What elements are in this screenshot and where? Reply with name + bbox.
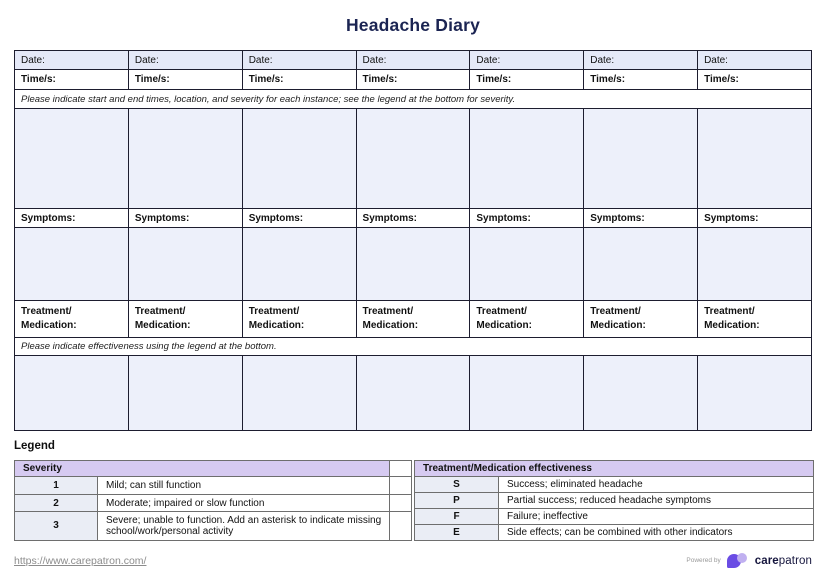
symptoms-field[interactable]: Symptoms: xyxy=(356,209,470,228)
date-field[interactable]: Date: xyxy=(128,51,242,70)
symptoms-entry-cell[interactable] xyxy=(128,228,242,301)
page-footer xyxy=(14,553,812,568)
instance-entry-cell[interactable] xyxy=(698,109,812,209)
severity-instruction-row xyxy=(15,90,812,109)
effectiveness-code: F xyxy=(415,509,499,525)
symptoms-field[interactable]: Symptoms: xyxy=(242,209,356,228)
instance-entry-cell[interactable] xyxy=(15,109,129,209)
severity-code: 1 xyxy=(15,477,98,495)
severity-description: Mild; can still function xyxy=(98,477,390,495)
severity-code: 2 xyxy=(15,495,98,511)
treatment-field[interactable]: Treatment/ Medication: xyxy=(242,301,356,338)
treatment-field[interactable]: Treatment/ Medication: xyxy=(128,301,242,338)
severity-legend-row xyxy=(15,477,412,495)
symptoms-entry-cell[interactable] xyxy=(584,228,698,301)
time-field[interactable]: Time/s: xyxy=(698,70,812,90)
effectiveness-entry-cell[interactable] xyxy=(15,356,129,431)
treatment-field[interactable]: Treatment/ Medication: xyxy=(584,301,698,338)
severity-legend-row xyxy=(15,495,412,511)
date-field[interactable]: Date: xyxy=(242,51,356,70)
effectiveness-legend-table xyxy=(414,460,814,541)
symptoms-field[interactable]: Symptoms: xyxy=(584,209,698,228)
effectiveness-entry-row xyxy=(15,356,812,431)
instance-entry-row xyxy=(15,109,812,209)
date-field[interactable]: Date: xyxy=(584,51,698,70)
effectiveness-description: Failure; ineffective xyxy=(499,509,814,525)
severity-description: Severe; unable to function. Add an asterisk to indicate missing school/work/personal activity xyxy=(98,511,390,540)
severity-code: 3 xyxy=(15,511,98,540)
severity-legend-row xyxy=(15,511,412,540)
symptoms-row xyxy=(15,209,812,228)
effectiveness-description: Partial success; reduced headache symptoms xyxy=(499,493,814,509)
severity-instruction-text: Please indicate start and end times, location, and severity for each instance; see the legend at the bottom for severity. xyxy=(15,90,812,109)
symptoms-field[interactable]: Symptoms: xyxy=(698,209,812,228)
severity-legend-table xyxy=(14,460,412,541)
symptoms-entry-cell[interactable] xyxy=(356,228,470,301)
effectiveness-legend-row xyxy=(415,525,814,541)
effectiveness-entry-cell[interactable] xyxy=(128,356,242,431)
time-field[interactable]: Time/s: xyxy=(584,70,698,90)
symptoms-field[interactable]: Symptoms: xyxy=(128,209,242,228)
time-field[interactable]: Time/s: xyxy=(356,70,470,90)
symptoms-entry-cell[interactable] xyxy=(698,228,812,301)
carepatron-wordmark: carepatron xyxy=(754,554,812,567)
effectiveness-code: P xyxy=(415,493,499,509)
effectiveness-entry-cell[interactable] xyxy=(698,356,812,431)
carepatron-logo-icon xyxy=(727,553,749,568)
treatment-field[interactable]: Treatment/ Medication: xyxy=(15,301,129,338)
effectiveness-description: Side effects; can be combined with other indicators xyxy=(499,525,814,541)
effectiveness-code: S xyxy=(415,477,499,493)
severity-legend-header: Severity xyxy=(15,461,390,477)
symptoms-field[interactable]: Symptoms: xyxy=(470,209,584,228)
date-field[interactable]: Date: xyxy=(698,51,812,70)
diary-table xyxy=(14,50,812,431)
severity-description: Moderate; impaired or slow function xyxy=(98,495,390,511)
effectiveness-legend-row xyxy=(415,493,814,509)
treatment-field[interactable]: Treatment/ Medication: xyxy=(470,301,584,338)
effectiveness-description: Success; eliminated headache xyxy=(499,477,814,493)
effectiveness-entry-cell[interactable] xyxy=(242,356,356,431)
effectiveness-legend-header: Treatment/Medication effectiveness xyxy=(415,461,814,477)
instance-entry-cell[interactable] xyxy=(128,109,242,209)
time-field[interactable]: Time/s: xyxy=(470,70,584,90)
instance-entry-cell[interactable] xyxy=(356,109,470,209)
date-field[interactable]: Date: xyxy=(356,51,470,70)
symptoms-entry-cell[interactable] xyxy=(470,228,584,301)
time-field[interactable]: Time/s: xyxy=(242,70,356,90)
effectiveness-instruction-row xyxy=(15,338,812,356)
date-row xyxy=(15,51,812,70)
page-title: Headache Diary xyxy=(345,15,481,35)
effectiveness-entry-cell[interactable] xyxy=(470,356,584,431)
treatment-field[interactable]: Treatment/ Medication: xyxy=(698,301,812,338)
symptoms-entry-row xyxy=(15,228,812,301)
time-row xyxy=(15,70,812,90)
effectiveness-entry-cell[interactable] xyxy=(356,356,470,431)
treatment-field[interactable]: Treatment/ Medication: xyxy=(356,301,470,338)
effectiveness-legend-row xyxy=(415,509,814,525)
effectiveness-entry-cell[interactable] xyxy=(584,356,698,431)
symptoms-entry-cell[interactable] xyxy=(15,228,129,301)
powered-by-label: Powered by xyxy=(686,557,721,564)
time-field[interactable]: Time/s: xyxy=(128,70,242,90)
treatment-row xyxy=(15,301,812,338)
date-field[interactable]: Date: xyxy=(470,51,584,70)
effectiveness-code: E xyxy=(415,525,499,541)
effectiveness-legend-row xyxy=(415,477,814,493)
severity-legend-spacer xyxy=(390,461,412,477)
instance-entry-cell[interactable] xyxy=(242,109,356,209)
effectiveness-instruction-text: Please indicate effectiveness using the legend at the bottom. xyxy=(15,338,812,356)
symptoms-entry-cell[interactable] xyxy=(242,228,356,301)
instance-entry-cell[interactable] xyxy=(584,109,698,209)
legend-section xyxy=(14,460,812,541)
symptoms-field[interactable]: Symptoms: xyxy=(15,209,129,228)
carepatron-link[interactable]: https://www.carepatron.com/ xyxy=(14,554,147,567)
date-field[interactable]: Date: xyxy=(15,51,129,70)
powered-by-block xyxy=(686,553,812,568)
legend-heading: Legend xyxy=(14,440,55,452)
instance-entry-cell[interactable] xyxy=(470,109,584,209)
time-field[interactable]: Time/s: xyxy=(15,70,129,90)
